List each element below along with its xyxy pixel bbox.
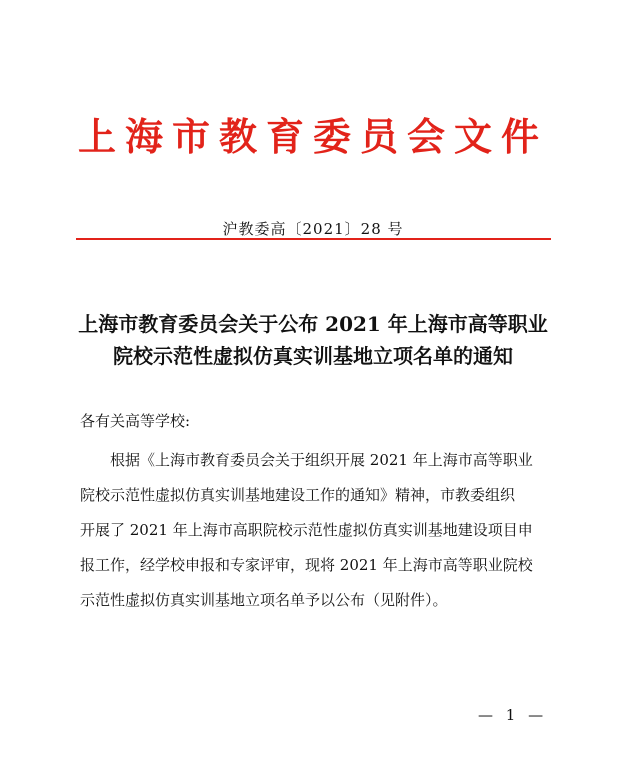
- body-line: 开展了 2021 年上海市高职院校示范性虚拟仿真实训基地建设项目申: [80, 521, 533, 539]
- notice-title: [70, 308, 556, 372]
- notice-title-line-1: 上海市教育委员会关于公布 2021 年上海市高等职业: [78, 312, 548, 336]
- document-number: 沪教委高〔2021〕28 号: [222, 220, 404, 238]
- page-number: — 1 —: [478, 706, 548, 724]
- body-line: 示范性虚拟仿真实训基地立项名单予以公布（见附件）。: [80, 591, 448, 609]
- body-line: 报工作，经学校申报和专家评审，现将 2021 年上海市高等职业院校: [80, 556, 533, 574]
- body-line: 院校示范性虚拟仿真实训基地建设工作的通知》精神，市教委组织: [80, 486, 516, 504]
- body-paragraph: [80, 443, 552, 618]
- salutation: 各有关高等学校:: [80, 412, 191, 430]
- notice-title-line-2: 院校示范性虚拟仿真实训基地立项名单的通知: [113, 344, 513, 368]
- document-header-title: 上海市教育委员会文件: [77, 114, 548, 159]
- body-line: 根据《上海市教育委员会关于组织开展 2021 年上海市高等职业: [110, 451, 533, 469]
- red-divider: [76, 238, 551, 240]
